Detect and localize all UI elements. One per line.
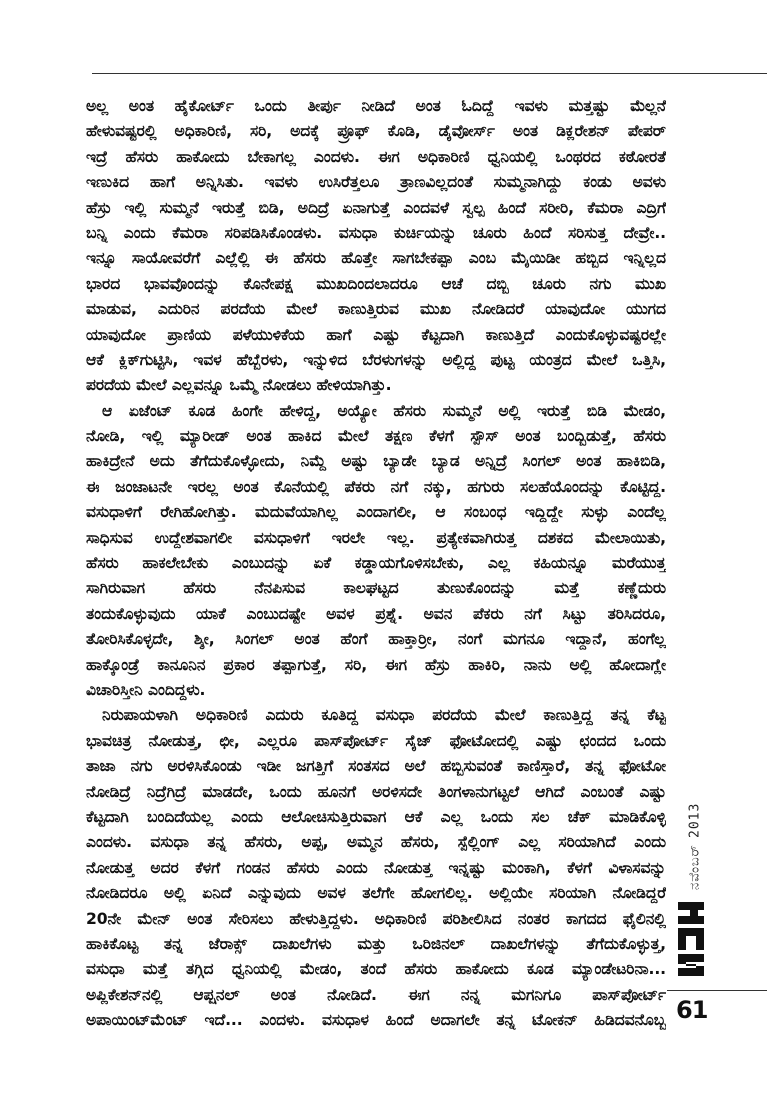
text-line: ಸಾಧಿಸುವ ಉದ್ದೇಶವಾಗಲೀ ವಸುಧಾಳಿಗೆ ಇರಲೇ ಇಲ್ಲ. ಪ್ರತ್ಯೇಕವಾಗಿರುತ್ತ ದಶಕದ ಮೇಲಾಯಿತು, bbox=[86, 528, 666, 547]
text-line: ಭಾವಚಿತ್ರ ನೋಡುತ್ತ, ಛೀ, ಎಲ್ಲರೂ ಪಾಸ್‌ಪೋರ್ಟ್ ಸೈಜ್ ಫೋಟೋದಲ್ಲಿ ಎಷ್ಟು ಛಂದದ ಒಂದು bbox=[86, 731, 666, 750]
text-line: ಅಪಾಯಿಂಟ್‌ಮೆಂಟ್ ಇದೆ... ಎಂದಳು. ವಸುಧಾಳ ಹಿಂದೆ ಅದಾಗಲೇ ತನ್ನ ಟೋಕನ್ ಹಿಡಿದವನೊಬ್ಬ bbox=[86, 1011, 666, 1030]
text-line: ಹಾಕಿದ್ರೇನೆ ಅದು ತೆಗೆದುಕೊಳ್ಳೋದು, ನಿಮ್ದೆ ಅಷ್ಟು ಬ್ಯಾಡೇ ಬ್ಯಾಡ ಅನ್ನಿದ್ರೆ ಸಿಂಗಲ್ ಅಂತ ಹಾಕಿಬಿಡಿ, bbox=[86, 452, 666, 471]
text-line: ಹೇಳುವಷ್ಟರಲ್ಲಿ ಅಧಿಕಾರಿಣಿ, ಸರಿ, ಅದಕ್ಕೆ ಪ್ರೂಫ್ ಕೊಡಿ, ಡೈವೋರ್ಸ್ ಅಂತ ಡಿಕ್ಲರೇಶನ್ ಪೇಪರ್ bbox=[86, 122, 666, 141]
text-line: ಸಾಗಿರುವಾಗ ಹೆಸರು ನೆನಪಿಸುವ ಕಾಲಘಟ್ಟದ ತುಣುಕೊಂದನ್ನು ಮತ್ತೆ ಕಣ್ಣೆದುರು bbox=[86, 579, 666, 598]
top-rule bbox=[92, 73, 767, 74]
text-line: ಇನ್ನೂ ಸಾಯೋವರೆಗೆ ಎಲ್ಲೆಲ್ಲಿ ಈ ಹೆಸರು ಹೊತ್ತೇ ಸಾಗಬೇಕಪ್ಪಾ ಎಂಬ ಮೈಯಿಡೀ ಹಬ್ಬಿದ ಇನ್ನಿಲ್ಲದ bbox=[86, 249, 666, 268]
text-line: 20ನೇ ಮೇನ್ ಅಂತ ಸೇರಿಸಲು ಹೇಳುತ್ತಿದ್ದಳು. ಅಧಿಕಾರಿಣಿ ಪರಿಶೀಲಿಸಿದ ನಂತರ ಕಾಗದದ ಫೈಲಿನಲ್ಲಿ bbox=[86, 909, 666, 928]
text-line: ನೋಡಿದ್ರೆ ನಿದ್ರೆಗಿದ್ರೆ ಮಾಡದೇ, ಒಂದು ಹೂನಗೆ ಅರಳಿಸದೇ ತಿಂಗಳಾನುಗಟ್ಟಲೆ ಆಗಿದೆ ಎಂಬಂತೆ ಎಷ್ಟು bbox=[86, 782, 666, 801]
text-line: ನಿರುಪಾಯಳಾಗಿ ಅಧಿಕಾರಿಣಿ ಎದುರು ಕೂತಿದ್ದ ವಸುಧಾ ಪರದೆಯ ಮೇಲೆ ಕಾಣುತ್ತಿದ್ದ ತನ್ನ ಕೆಟ್ಟ bbox=[102, 706, 666, 725]
text-line: ನೋಡುತ್ತ ಅದರ ಕೆಳಗೆ ಗಂಡನ ಹೆಸರು ಎಂದು ನೋಡುತ್ತ ಇನ್ನಷ್ಟು ಮಂಕಾಗಿ, ಕೆಳಗೆ ವಿಳಾಸವನ್ನು bbox=[86, 858, 666, 877]
text-line: ವಿಚಾರಿಸ್ತೀನಿ ಎಂದಿದ್ದಳು. bbox=[86, 680, 206, 699]
text-line: ಮಾಡುವ, ಎದುರಿನ ಪರದೆಯ ಮೇಲೆ ಕಾಣುತ್ತಿರುವ ಮುಖ ನೋಡಿದರೆ ಯಾವುದೋ ಯುಗದ bbox=[86, 300, 666, 319]
magazine-logo bbox=[676, 898, 708, 982]
text-line: ಹೆಸ್ರು ಇಲ್ಲಿ ಸುಮ್ಮನೆ ಇರುತ್ತೆ ಬಿಡಿ, ಅದಿದ್ರೆ ಏನಾಗುತ್ತೆ ಎಂದವಳೆ ಸ್ವಲ್ಪ ಹಿಂದೆ ಸರೀರಿ, ಕೆಮರಾ ಎದ್ರಿಗೆ bbox=[86, 198, 666, 217]
text-line: ವಸುಧಾಳಿಗೆ ರೇಗಿಹೋಗಿತ್ತು. ಮದುವೆಯಾಗಿಲ್ಲ ಎಂದಾಗಲೀ, ಆ ಸಂಬಂಧ ಇದ್ದಿದ್ದೇ ಸುಳ್ಳು ಎಂದೆಲ್ಲ bbox=[86, 503, 666, 522]
text-line: ಇಣುಕಿದ ಹಾಗೆ ಅನ್ನಿಸಿತು. ಇವಳು ಉಸಿರೆತ್ತಲೂ ತ್ರಾಣವಿಲ್ಲದಂತೆ ಸುಮ್ಮನಾಗಿದ್ದು ಕಂಡು ಅವಳು bbox=[86, 173, 666, 192]
text-line: ನೋಡಿ, ಇಲ್ಲಿ ಮ್ಯಾರೀಡ್ ಅಂತ ಹಾಕಿದ ಮೇಲೆ ತಕ್ಷಣ ಕೆಳಗೆ ಸ್ಪೌಸ್ ಅಂತ ಬಂದ್ಬಿಡುತ್ತೆ, ಹೆಸರು bbox=[86, 427, 666, 446]
text-line: ಕೆಟ್ಟದಾಗಿ ಬಂದಿದೆಯಲ್ಲ ಎಂದು ಆಲೋಚಿಸುತ್ತಿರುವಾಗ ಆಕೆ ಎಲ್ಲ ಒಂದು ಸಲ ಚೆಕ್ ಮಾಡಿಕೊಳ್ಳಿ bbox=[86, 807, 666, 826]
text-line: ಆಕೆ ಕ್ಲಿಕ್‌ಗುಟ್ಟಿಸಿ, ಇವಳ ಹೆಬ್ಬೆರಳು, ಇನ್ನುಳಿದ ಬೆರಳುಗಳನ್ನು ಅಲ್ಲಿದ್ದ ಪುಟ್ಟ ಯಂತ್ರದ ಮೇಲೆ ಒತ್ತಿಸಿ, bbox=[86, 350, 666, 369]
text-line: ಹಾಕ್ಕೊಂಡ್ರೆ ಕಾನೂನಿನ ಪ್ರಕಾರ ತಪ್ಪಾಗುತ್ತೆ, ಸರಿ, ಈಗ ಹೆಸ್ರು ಹಾಕಿರಿ, ನಾನು ಅಲ್ಲಿ ಹೋದಾಗ್ಲೇ bbox=[86, 655, 666, 674]
text-line: ಈ ಜಂಜಾಟನೇ ಇರಲ್ಲ ಅಂತ ಕೊನೆಯಲ್ಲಿ ಪೆಕರು ನಗೆ ನಕ್ಕು, ಹಗುರು ಸಲಹೆಯೊಂದನ್ನು ಕೊಟ್ಟಿದ್ದ. bbox=[86, 477, 666, 496]
page-number: 61 bbox=[676, 996, 708, 1024]
text-line: ತಂದುಕೊಳ್ಳುವುದು ಯಾಕೆ ಎಂಬುದಷ್ಟೇ ಅವಳ ಪ್ರಶ್ನೆ. ಅವನ ಪೆಕರು ನಗೆ ಸಿಟ್ಟು ತರಿಸಿದರೂ, bbox=[86, 604, 666, 623]
side-rule bbox=[667, 990, 767, 991]
text-line: ನೋಡಿದರೂ ಅಲ್ಲಿ ಏನಿದೆ ಎನ್ನುವುದು ಅವಳ ತಲೆಗೇ ಹೋಗಲಿಲ್ಲ. ಅಲ್ಲಿಯೇ ಸರಿಯಾಗಿ ನೋಡಿದ್ದರೆ bbox=[86, 884, 666, 903]
text-line: ಇದ್ರೆ ಹೆಸರು ಹಾಕೋದು ಬೇಕಾಗಲ್ಲ ಎಂದಳು. ಈಗ ಅಧಿಕಾರಿಣಿ ಧ್ವನಿಯಲ್ಲಿ ಒಂಥರದ ಕಠೋರತೆ bbox=[86, 147, 666, 166]
text-line: ತೋರಿಸಿಕೊಳ್ಳದೇ, ಶ್ಶೀ, ಸಿಂಗಲ್ ಅಂತ ಹೆಂಗೆ ಹಾಕ್ತಾರ‍್ರೀ, ನಂಗೆ ಮಗನೂ ಇದ್ದಾನೆ, ಹಂಗೆಲ್ಲ bbox=[86, 630, 666, 649]
text-line: ಹೆಸರು ಹಾಕಲೇಬೇಕು ಎಂಬುದನ್ನು ಏಕೆ ಕಡ್ಡಾಯಗೊಳಿಸಬೇಕು, ಎಲ್ಲ ಕಹಿಯನ್ನೂ ಮರೆಯುತ್ತ bbox=[86, 554, 666, 573]
text-line: ಅಪ್ಲಿಕೇಶನ್‌ನಲ್ಲಿ ಆಪ್ಷನಲ್ ಅಂತ ನೋಡಿದೆ. ಈಗ ನನ್ನ ಮಗನಿಗೂ ಪಾಸ್‌ಪೋರ್ಟ್ bbox=[86, 985, 666, 1004]
text-line: ಭಾರದ ಭಾವವೊಂದನ್ನು ಕೊನೇಪಕ್ಷ ಮುಖದಿಂದಲಾದರೂ ಆಚೆ ದಬ್ಬಿ ಚೂರು ನಗು ಮುಖ bbox=[86, 274, 666, 293]
text-line: ತಾಜಾ ನಗು ಅರಳಿಸಿಕೊಂಡು ಇಡೀ ಜಗತ್ತಿಗೆ ಸಂತಸದ ಅಲೆ ಹಬ್ಬಿಸುವಂತೆ ಕಾಣಿಸ್ತಾರೆ, ತನ್ನ ಫೋಟೋ bbox=[86, 757, 666, 776]
issue-month: ನವೆಂಬರ್ bbox=[687, 844, 703, 890]
text-line: ವಸುಧಾ ಮತ್ತೆ ತಗ್ಗಿದ ಧ್ವನಿಯಲ್ಲಿ ಮೇಡಂ, ತಂದೆ ಹೆಸರು ಹಾಕೋದು ಕೂಡ ಮ್ಯಾಂಡೇಟರಿನಾ... bbox=[86, 960, 666, 979]
text-line: ಹಾಕಿಕೊಟ್ಟ ತನ್ನ ಜೆರಾಕ್ಸ್ ದಾಖಲೆಗಳು ಮತ್ತು ಒರಿಜಿನಲ್ ದಾಖಲೆಗಳನ್ನು ತೆಗೆದುಕೊಳ್ಳುತ್ತ, bbox=[86, 934, 666, 953]
text-line: ಆ ಏಜೆಂಟ್ ಕೂಡ ಹಿಂಗೇ ಹೇಳಿದ್ದ, ಅಯ್ಯೋ ಹೆಸರು ಸುಮ್ಮನೆ ಅಲ್ಲಿ ಇರುತ್ತೆ ಬಿಡಿ ಮೇಡಂ, bbox=[102, 401, 666, 420]
issue-date bbox=[684, 780, 706, 890]
text-line: ಎಂದಳು. ವಸುಧಾ ತನ್ನ ಹೆಸರು, ಅಪ್ಪ, ಅಮ್ಮನ ಹೆಸರು, ಸ್ಪೆಲ್ಲಿಂಗ್ ಎಲ್ಲ ಸರಿಯಾಗಿದೆ ಎಂದು bbox=[86, 833, 666, 852]
issue-year: 2013 bbox=[687, 802, 703, 839]
text-line: ಅಲ್ಲ ಅಂತ ಹೈಕೋರ್ಟ್ ಒಂದು ತೀರ್ಪು ನೀಡಿದೆ ಅಂತ ಓದಿದ್ದೆ ಇವಳು ಮತ್ತಷ್ಟು ಮೆಲ್ಲನೆ bbox=[86, 97, 666, 115]
text-line: ಯಾವುದೋ ಪ್ರಾಣಿಯ ಪಳೆಯುಳಿಕೆಯ ಹಾಗೆ ಎಷ್ಟು ಕೆಟ್ಟದಾಗಿ ಕಾಣುತ್ತಿದೆ ಎಂದುಕೊಳ್ಳುವಷ್ಟರಲ್ಲೇ bbox=[86, 325, 666, 344]
mayura-logo-icon bbox=[676, 898, 708, 982]
text-line: ಪರದೆಯ ಮೇಲೆ ಎಲ್ಲವನ್ನೂ ಒಮ್ಮೆ ನೋಡಲು ಹೇಳಿಯಾಗಿತ್ತು. bbox=[86, 376, 392, 395]
article-body bbox=[86, 94, 666, 1033]
text-line: ಬನ್ನಿ ಎಂದು ಕೆಮರಾ ಸರಿಪಡಿಸಿಕೊಂಡಳು. ವಸುಧಾ ಕುರ್ಚಿಯನ್ನು ಚೂರು ಹಿಂದೆ ಸರಿಸುತ್ತ ದೇವ್ರೇ.. bbox=[86, 223, 666, 242]
